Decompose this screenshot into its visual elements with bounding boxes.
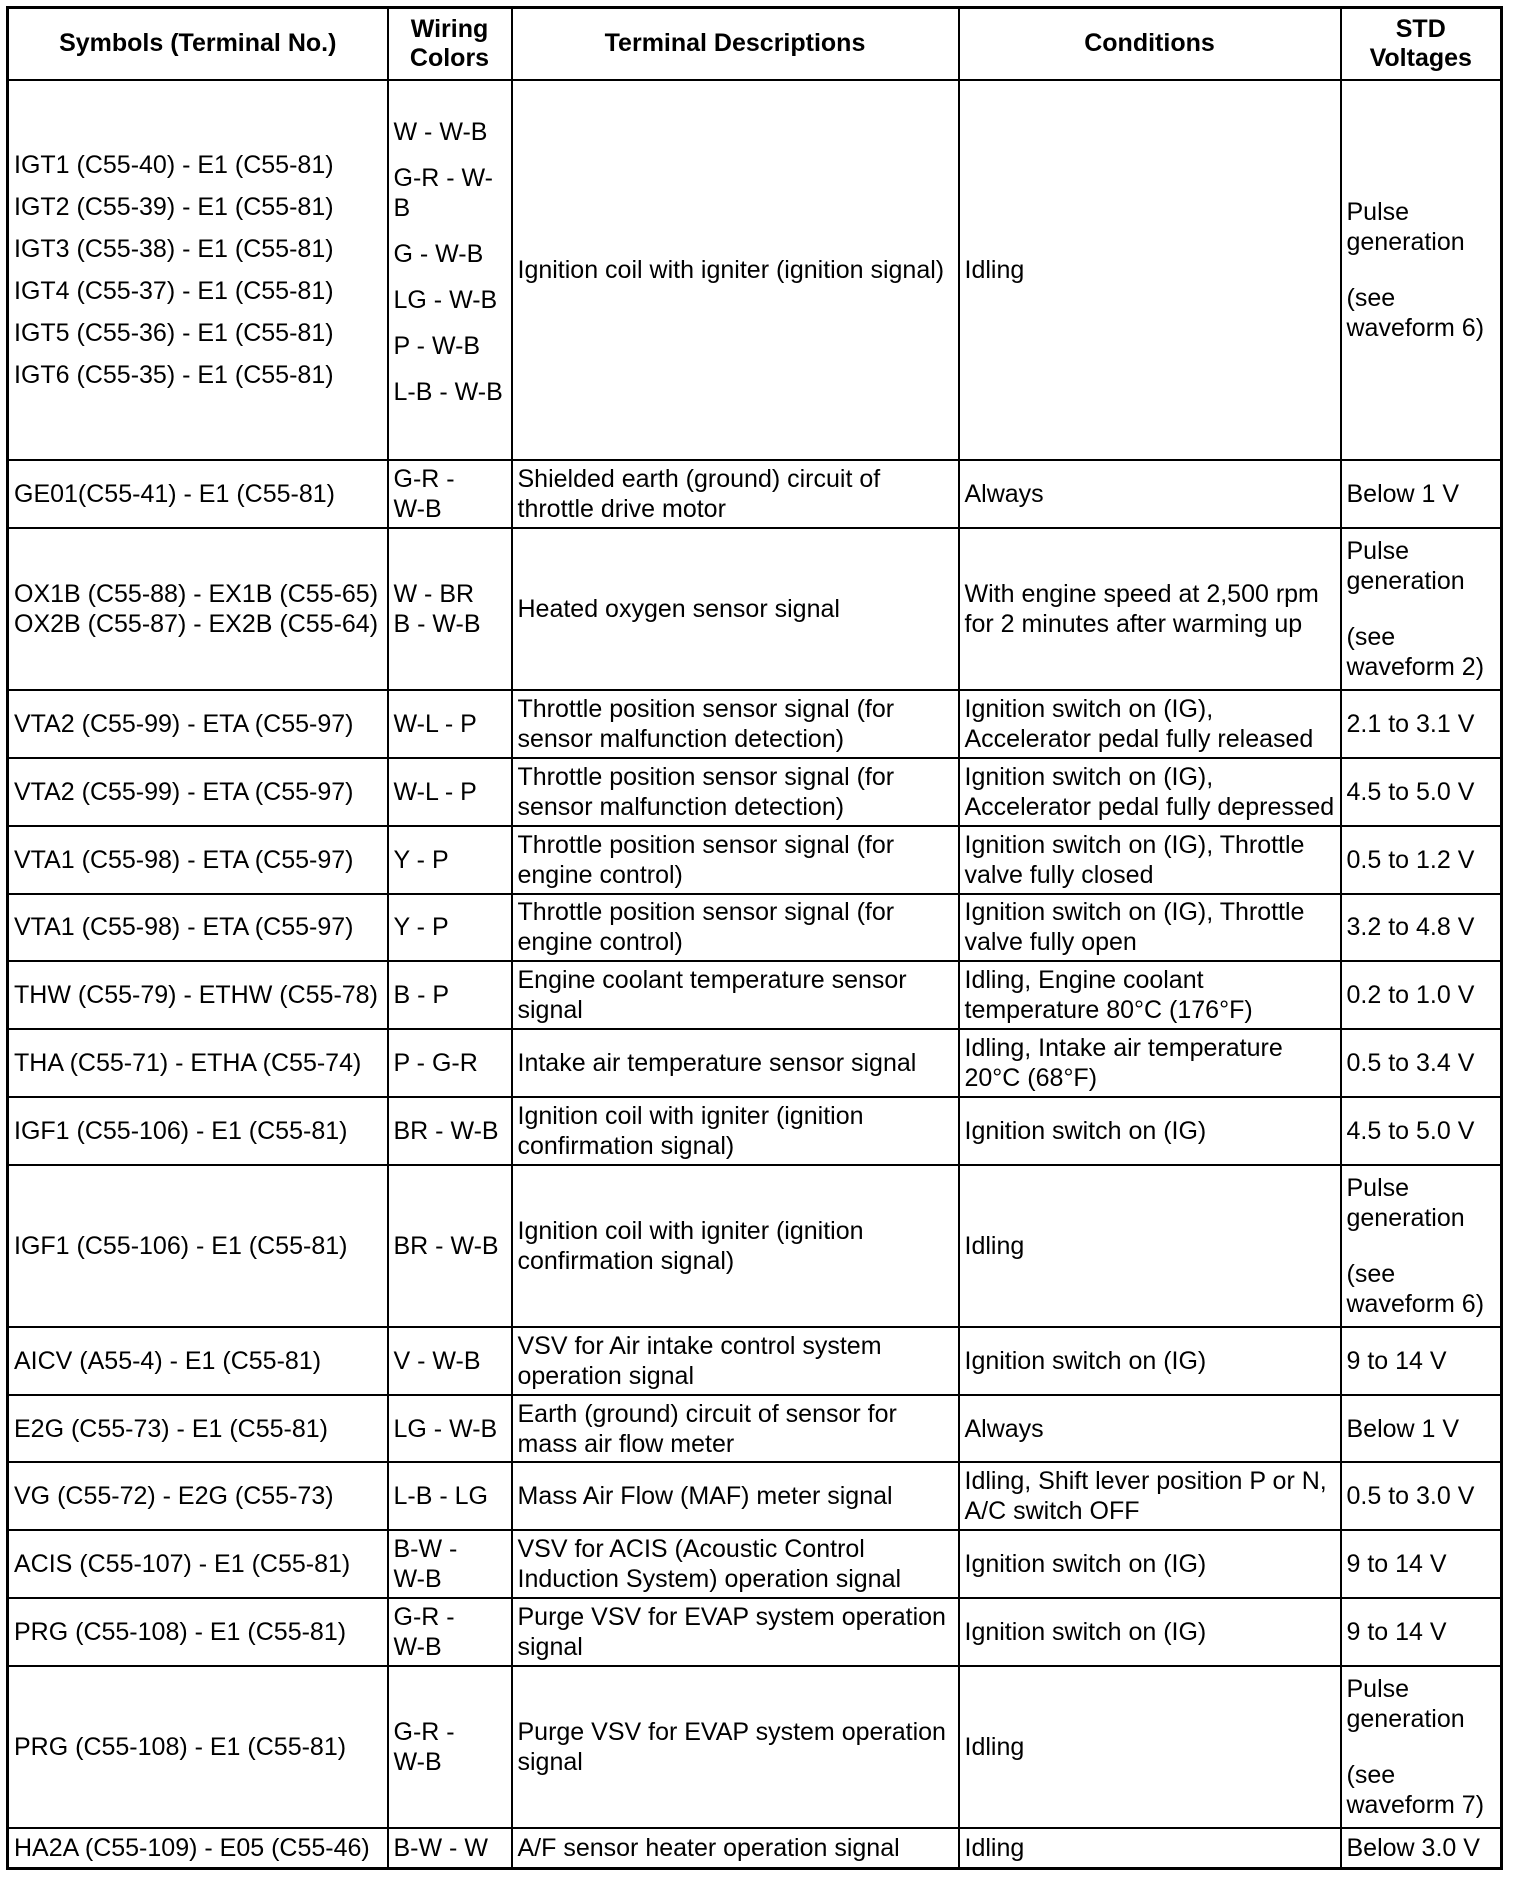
cell-description [512,1530,959,1598]
cell-symbols [8,1530,388,1598]
cell-voltage [1341,1029,1502,1097]
cell-wiring [388,1029,512,1097]
cell-conditions [959,1327,1341,1395]
cell-line: generation [1346,227,1465,256]
cell-line: BR - W-B [393,1231,499,1260]
cell-line: VTA2 (C55-99) - ETA (C55-97) [14,709,354,738]
cell-line: Below 1 V [1346,1414,1460,1443]
terminal-table [6,6,1503,1870]
table-row [8,1598,1502,1666]
cell-line: L-B - LG [393,1482,488,1511]
cell-line: Pulse [1346,537,1410,566]
header-row [8,8,1502,80]
cell-line: Colors [409,43,490,72]
cell-line: LG - W-B [393,285,498,314]
cell-line: Earth (ground) circuit of sensor for [517,1399,897,1428]
table-body [8,80,1502,1869]
cell-line: throttle drive motor [517,495,726,524]
cell-line: W - BR [393,580,475,609]
cell-line: 9 to 14 V [1346,1346,1447,1375]
cell-conditions [959,826,1341,894]
cell-line: for 2 minutes after warming up [964,610,1303,639]
cell-line: (see [1346,1760,1396,1789]
cell-line: VSV for Air intake control system [517,1331,882,1360]
cell-description [512,1097,959,1165]
cell-line: IGT6 (C55-35) - E1 (C55-81) [14,360,334,389]
cell-line: waveform 2) [1346,653,1485,682]
cell-line: waveform 6) [1346,313,1485,342]
cell-wiring [388,80,512,461]
cell-line: HA2A (C55-109) - E05 (C55-46) [14,1833,370,1862]
cell-line: LG - W-B [393,1414,498,1443]
cell-description [512,1327,959,1395]
table-row [8,894,1502,962]
cell-symbols [8,460,388,528]
cell-symbols [8,1666,388,1828]
cell-line: A/C switch OFF [964,1497,1140,1526]
cell-line [1347,1734,1496,1760]
cell-line: IGT3 (C55-38) - E1 (C55-81) [14,234,334,263]
cell-conditions [959,1598,1341,1666]
cell-wiring [388,894,512,962]
cell-line: THA (C55-71) - ETHA (C55-74) [14,1049,362,1078]
cell-line: operation signal [517,1361,695,1390]
cell-line: OX1B (C55-88) - EX1B (C55-65) [14,580,379,609]
cell-line: Idling, Shift lever position P or N, [964,1467,1327,1496]
cell-line: BR - W-B [393,1116,499,1145]
cell-line: 0.2 to 1.0 V [1346,981,1475,1010]
cell-wiring [388,1598,512,1666]
cell-voltage [1341,1530,1502,1598]
cell-line: Throttle position sensor signal (for [517,898,895,927]
cell-line: P - G-R [393,1049,478,1078]
cell-line: Throttle position sensor signal (for [517,694,895,723]
table-row [8,826,1502,894]
cell-wiring [388,1462,512,1530]
cell-line: Ignition coil with igniter (ignition [517,1101,864,1130]
cell-voltage [1341,690,1502,758]
cell-conditions [959,961,1341,1029]
cell-line: temperature 80°C (176°F) [964,996,1253,1025]
cell-line: VTA2 (C55-99) - ETA (C55-97) [14,777,354,806]
cell-line: W-B [393,1747,442,1776]
cell-conditions [959,528,1341,690]
cell-line: Mass Air Flow (MAF) meter signal [517,1482,893,1511]
cell-conditions [959,1097,1341,1165]
cell-line: valve fully open [964,928,1137,957]
cell-line: engine control) [517,860,683,889]
cell-conditions [959,1395,1341,1463]
cell-conditions [959,758,1341,826]
cell-conditions [959,1666,1341,1828]
cell-description [512,1598,959,1666]
cell-line: VSV for ACIS (Acoustic Control [517,1535,865,1564]
cell-line: Purge VSV for EVAP system operation [517,1602,946,1631]
cell-line: V - W-B [393,1346,481,1375]
table-row [8,758,1502,826]
cell-line: Ignition switch on (IG) [964,1550,1207,1579]
cell-line: With engine speed at 2,500 rpm [964,580,1319,609]
cell-line: Idling, Intake air temperature [964,1034,1283,1063]
cell-line: signal [517,996,583,1025]
cell-symbols [8,1165,388,1327]
cell-wiring [388,690,512,758]
cell-description [512,1029,959,1097]
cell-line: W - W-B [393,117,488,146]
cell-description [512,961,959,1029]
cell-line: Idling [964,255,1025,284]
cell-wiring [388,1666,512,1828]
cell-voltage [1341,826,1502,894]
cell-line: Intake air temperature sensor signal [517,1049,917,1078]
cell-voltage [1341,1165,1502,1327]
cell-line: G-R - [393,1717,455,1746]
table-row [8,1828,1502,1869]
cell-voltage [1341,528,1502,690]
cell-line: Ignition switch on (IG) [964,1346,1207,1375]
cell-line: generation [1346,567,1465,596]
cell-line: W-B [393,1565,442,1594]
cell-line: W-B [393,495,442,524]
cell-conditions [959,80,1341,461]
cell-symbols [8,1395,388,1463]
cell-description [512,528,959,690]
cell-line: 2.1 to 3.1 V [1346,709,1475,738]
cell-line: Accelerator pedal fully depressed [964,792,1335,821]
cell-voltage [1341,1828,1502,1869]
cell-line: Below 1 V [1346,480,1460,509]
cell-symbols [8,690,388,758]
cell-line [1347,257,1496,283]
header-conditions [959,8,1341,80]
cell-line: IGF1 (C55-106) - E1 (C55-81) [14,1231,348,1260]
cell-line: Idling [964,1231,1025,1260]
cell-line: Pulse [1346,1674,1410,1703]
cell-wiring [388,528,512,690]
table-row [8,690,1502,758]
cell-line: sensor malfunction detection) [517,792,845,821]
cell-line: (see [1346,283,1396,312]
cell-line: Accelerator pedal fully released [964,724,1314,753]
cell-line: valve fully closed [964,860,1154,889]
cell-line: B - P [393,981,450,1010]
cell-conditions [959,1828,1341,1869]
cell-line: B-W - W [393,1833,488,1862]
cell-line: signal [517,1747,583,1776]
cell-line: waveform 7) [1346,1790,1485,1819]
table-row [8,80,1502,461]
cell-line: Idling, Engine coolant [964,966,1204,995]
cell-description [512,1165,959,1327]
cell-line: Ignition switch on (IG), Throttle [964,830,1305,859]
cell-symbols [8,826,388,894]
header-voltage [1341,8,1502,80]
cell-line: Idling [964,1833,1025,1862]
cell-line: PRG (C55-108) - E1 (C55-81) [14,1617,347,1646]
cell-line: Y - P [393,913,449,942]
cell-voltage [1341,894,1502,962]
cell-symbols [8,961,388,1029]
cell-line: W-L - P [393,777,477,806]
header-symbols [8,8,388,80]
cell-line: L-B - W-B [393,377,503,406]
cell-conditions [959,1530,1341,1598]
cell-line: Pulse [1346,1173,1410,1202]
cell-wiring [388,758,512,826]
table-row [8,1395,1502,1463]
cell-symbols [8,894,388,962]
cell-line: P - W-B [393,331,481,360]
cell-line: generation [1346,1203,1465,1232]
cell-conditions [959,460,1341,528]
table-row [8,1462,1502,1530]
cell-wiring [388,1165,512,1327]
cell-line: 9 to 14 V [1346,1550,1447,1579]
cell-voltage [1341,1097,1502,1165]
cell-line: Wiring [410,14,489,43]
cell-line: Idling [964,1732,1025,1761]
cell-line: Below 3.0 V [1346,1833,1480,1862]
cell-description [512,826,959,894]
cell-line: OX2B (C55-87) - EX2B (C55-64) [14,610,379,639]
cell-line: Always [964,1414,1044,1443]
cell-wiring [388,1097,512,1165]
cell-symbols [8,758,388,826]
header-wiring [388,8,512,80]
table-row [8,1327,1502,1395]
cell-line: G-R - [393,465,455,494]
table-row [8,528,1502,690]
cell-line: VTA1 (C55-98) - ETA (C55-97) [14,845,354,874]
cell-line: confirmation signal) [517,1246,735,1275]
cell-voltage [1341,758,1502,826]
cell-line: Y - P [393,845,449,874]
cell-conditions [959,1462,1341,1530]
table-row [8,460,1502,528]
cell-line: PRG (C55-108) - E1 (C55-81) [14,1732,347,1761]
cell-symbols [8,1598,388,1666]
cell-line: E2G (C55-73) - E1 (C55-81) [14,1414,329,1443]
cell-line: sensor malfunction detection) [517,724,845,753]
cell-wiring [388,826,512,894]
cell-line: 4.5 to 5.0 V [1346,1116,1475,1145]
cell-line: Ignition switch on (IG), [964,762,1214,791]
cell-line: Terminal Descriptions [604,29,866,58]
table-row [8,961,1502,1029]
cell-line: AICV (A55-4) - E1 (C55-81) [14,1346,322,1375]
cell-line: Shielded earth (ground) circuit of [517,465,881,494]
cell-line: Throttle position sensor signal (for [517,762,895,791]
cell-voltage [1341,961,1502,1029]
cell-line: confirmation signal) [517,1131,735,1160]
cell-description [512,894,959,962]
cell-description [512,1828,959,1869]
cell-wiring [388,1327,512,1395]
cell-line: Engine coolant temperature sensor [517,966,907,995]
cell-description [512,460,959,528]
cell-line: Heated oxygen sensor signal [517,595,840,624]
cell-line: THW (C55-79) - ETHW (C55-78) [14,981,378,1010]
cell-symbols [8,1462,388,1530]
table-row [8,1530,1502,1598]
cell-line: Purge VSV for EVAP system operation [517,1717,946,1746]
cell-line: 0.5 to 1.2 V [1346,845,1475,874]
cell-line: Voltages [1369,43,1472,72]
cell-conditions [959,1029,1341,1097]
cell-conditions [959,690,1341,758]
cell-wiring [388,1395,512,1463]
cell-symbols [8,528,388,690]
cell-line: waveform 6) [1346,1289,1485,1318]
cell-symbols [8,80,388,461]
cell-voltage [1341,460,1502,528]
cell-conditions [959,1165,1341,1327]
cell-voltage [1341,80,1502,461]
cell-line: 4.5 to 5.0 V [1346,777,1475,806]
cell-line: signal [517,1632,583,1661]
cell-line: generation [1346,1704,1465,1733]
cell-line: Throttle position sensor signal (for [517,830,895,859]
cell-symbols [8,1828,388,1869]
cell-voltage [1341,1327,1502,1395]
table-row [8,1165,1502,1327]
cell-voltage [1341,1462,1502,1530]
cell-line: (see [1346,1259,1396,1288]
cell-line: Ignition switch on (IG) [964,1116,1207,1145]
cell-line: Always [964,480,1044,509]
cell-line: VTA1 (C55-98) - ETA (C55-97) [14,913,354,942]
cell-wiring [388,1828,512,1869]
cell-line: 0.5 to 3.4 V [1346,1049,1475,1078]
cell-line: IGT2 (C55-39) - E1 (C55-81) [14,192,334,221]
cell-line: IGT1 (C55-40) - E1 (C55-81) [14,150,334,179]
cell-line: IGT5 (C55-36) - E1 (C55-81) [14,318,334,347]
cell-line: engine control) [517,928,683,957]
cell-description [512,1666,959,1828]
cell-voltage [1341,1598,1502,1666]
cell-line: Pulse [1346,197,1410,226]
cell-description [512,1462,959,1530]
cell-line: A/F sensor heater operation signal [517,1833,900,1862]
cell-wiring [388,1530,512,1598]
cell-line: G-R - W-B [393,163,494,222]
cell-line: Ignition coil with igniter (ignition signal) [517,255,945,284]
cell-line [1347,1233,1496,1259]
cell-line: Ignition switch on (IG) [964,1617,1207,1646]
cell-line: W-B [393,1632,442,1661]
cell-line: Induction System) operation signal [517,1565,902,1594]
cell-conditions [959,894,1341,962]
cell-line: G - W-B [393,239,484,268]
cell-wiring [388,961,512,1029]
cell-description [512,690,959,758]
cell-line: Ignition switch on (IG), [964,694,1214,723]
table-row [8,1097,1502,1165]
cell-line: 3.2 to 4.8 V [1346,913,1475,942]
cell-line [1347,596,1496,622]
cell-line: 9 to 14 V [1346,1617,1447,1646]
cell-line: VG (C55-72) - E2G (C55-73) [14,1482,334,1511]
cell-symbols [8,1097,388,1165]
header-description [512,8,959,80]
cell-voltage [1341,1666,1502,1828]
cell-symbols [8,1029,388,1097]
table-row [8,1029,1502,1097]
cell-line: Conditions [1084,29,1215,58]
cell-line: IGT4 (C55-37) - E1 (C55-81) [14,276,334,305]
cell-line: ACIS (C55-107) - E1 (C55-81) [14,1550,351,1579]
cell-line: Ignition coil with igniter (ignition [517,1216,864,1245]
cell-line: G-R - [393,1602,455,1631]
cell-description [512,758,959,826]
cell-description [512,1395,959,1463]
cell-line: mass air flow meter [517,1429,735,1458]
cell-line: B-W - [393,1535,458,1564]
cell-line: B - W-B [393,610,481,639]
cell-line: W-L - P [393,709,477,738]
cell-line: Symbols (Terminal No.) [59,29,337,58]
cell-voltage [1341,1395,1502,1463]
cell-wiring [388,460,512,528]
cell-line: GE01(C55-41) - E1 (C55-81) [14,480,335,509]
cell-line: STD [1395,14,1446,43]
cell-line: 20°C (68°F) [964,1064,1098,1093]
cell-line: (see [1346,623,1396,652]
cell-line: Ignition switch on (IG), Throttle [964,898,1305,927]
cell-description [512,80,959,461]
cell-symbols [8,1327,388,1395]
table-row [8,1666,1502,1828]
cell-line: IGF1 (C55-106) - E1 (C55-81) [14,1116,348,1145]
cell-line: 0.5 to 3.0 V [1346,1482,1475,1511]
